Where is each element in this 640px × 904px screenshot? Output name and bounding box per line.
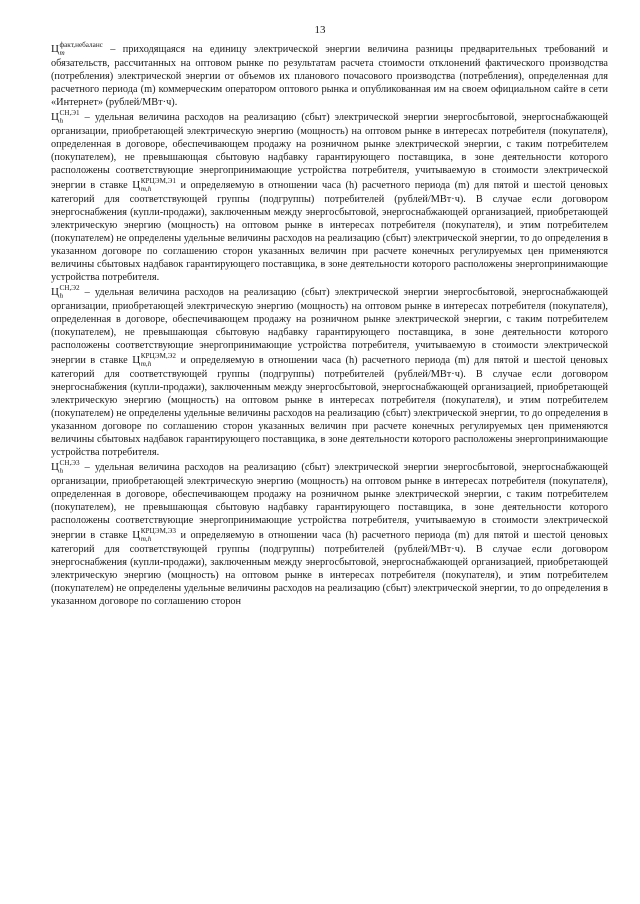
symbol-base: Ц (132, 529, 141, 541)
symbol-superscript: КРЦЭМ,Э2 (140, 352, 176, 360)
symbol-subscript: h (59, 467, 64, 475)
inline-formula-symbol (132, 527, 176, 543)
page-number: 13 (314, 24, 326, 36)
formula-symbol (51, 41, 103, 57)
symbol-superscript: КРЦЭМ,Э1 (140, 177, 176, 185)
definition-item-sn-e3 (51, 459, 608, 608)
symbol-superscript: факт,небаланс (59, 41, 103, 49)
definition-text-after: и определяемую в отношении часа (h) расчетного периода (m) для пятой и шестой ценовых категорий для соответствующей группы (подгруппы) потребителей (рублей/МВт·ч). В случае если договором энергоснабжения (купли-продажи), заключенным между энергосбытовой, энергоснабжающей организацией, приобретающей электрическую энергию (мощность) на оптовом рынке в интересах потребителя (покупателя), и этим потребителем (покупателем) не определены удельные величины расходов на реализацию (сбыт) электрической энергии, то до определения в указанном договоре по соглашению сторон указанных величин при расчете конечных регулируемых цен применяются величины сбытовых надбавок гарантирующего поставщика, в зоне деятельности которого расположены энергопринимающие устройства потребителя. (51, 180, 608, 283)
formula-symbol (51, 284, 80, 300)
formula-symbol (51, 109, 80, 125)
symbol-base: Ц (51, 286, 59, 298)
definition-text-before: – удельная величина расходов на реализацию (сбыт) электрической энергии энергосбытовой, энергоснабжающей организации, приобретающей электрическую энергию (мощность) на оптовом рынке в интересах потребителя (покупателя), определенная в договоре, обеспечивающем продажу на розничном рынке электрической энергии, с таким потребителем (покупателем), не превышающая сбытовую надбавку гарантирующего поставщика, в зоне деятельности которого расположены соответствующие энергопринимающие устройства потребителя, учитываемую в стоимости электрической энергии в ставке (51, 287, 608, 366)
definition-text-before: – удельная величина расходов на реализацию (сбыт) электрической энергии энергосбытовой, энергоснабжающей организации, приобретающей электрическую энергию (мощность) на оптовом рынке в интересах потребителя (покупателя), определенная в договоре, обеспечивающем продажу на розничном рынке электрической энергии, с таким потребителем (покупателем), не превышающая сбытовую надбавку гарантирующего поставщика, в зоне деятельности которого расположены соответствующие энергопринимающие устройства потребителя, учитываемую в стоимости электрической энергии в ставке (51, 112, 608, 191)
symbol-subscript: h (59, 117, 64, 125)
symbol-base: Ц (132, 179, 141, 191)
definition-item-sn-e1 (51, 109, 608, 284)
symbol-subscript: m,h (140, 185, 152, 193)
formula-symbol (51, 459, 80, 475)
symbol-subscript: m (59, 49, 65, 57)
definition-text: – приходящаяся на единицу электрической энергии величина разницы предварительных требований и обязательств, рассчитанных на оптовом рынке по результатам расчета стоимости отклонений фактического производства (потребления) электрической энергии от объемов их планового почасового производства (потребления), определенная для расчетного периода (m) коммерческим оператором оптового рынка и опубликованная им на своем официальном сайте в сети «Интернет» (рублей/МВт·ч). (51, 44, 608, 108)
symbol-superscript: СН,Э1 (59, 109, 80, 117)
symbol-base: Ц (132, 354, 141, 366)
definition-text-before: – удельная величина расходов на реализацию (сбыт) электрической энергии энергосбытовой, энергоснабжающей организации, приобретающей электрическую энергию (мощность) на оптовом рынке в интересах потребителя (покупателя), определенная в договоре, обеспечивающем продажу на розничном рынке электрической энергии, с таким потребителем (покупателем), не превышающая сбытовую надбавку гарантирующего поставщика, в зоне деятельности которого расположены соответствующие энергопринимающие устройства потребителя, учитываемую в стоимости электрической энергии в ставке (51, 462, 608, 541)
symbol-subscript: m,h (140, 535, 152, 543)
symbol-superscript: КРЦЭМ,Э3 (140, 527, 176, 535)
inline-formula-symbol (132, 352, 176, 368)
symbol-base: Ц (51, 461, 59, 473)
inline-formula-symbol (132, 177, 176, 193)
definition-item-fact-imbalance (51, 41, 608, 109)
definition-text-after: и определяемую в отношении часа (h) расчетного периода (m) для пятой и шестой ценовых категорий для соответствующей группы (подгруппы) потребителей (рублей/МВт·ч). В случае если договором энергоснабжения (купли-продажи), заключенным между энергосбытовой, энергоснабжающей организацией, приобретающей электрическую энергию (мощность) на оптовом рынке в интересах потребителя (покупателя), и этим потребителем (покупателем) не определены удельные величины расходов на реализацию (сбыт) электрической энергии, то до определения в указанном договоре по соглашению сторон (51, 530, 608, 607)
page-content (51, 41, 608, 608)
symbol-superscript: СН,Э2 (59, 284, 80, 292)
definition-text-after: и определяемую в отношении часа (h) расчетного периода (m) для пятой и шестой ценовых категорий для соответствующей группы (подгруппы) потребителей (рублей/МВт·ч). В случае если договором энергоснабжения (купли-продажи), заключенным между энергосбытовой, энергоснабжающей организацией, приобретающей электрическую энергию (мощность) на оптовом рынке в интересах потребителя (покупателя), и этим потребителем (покупателем) не определены удельные величины расходов на реализацию (сбыт) электрической энергии, то до определения в указанном договоре по соглашению сторон указанных величин при расчете конечных регулируемых цен применяются величины сбытовых надбавок гарантирующего поставщика, в зоне деятельности которого расположены энергопринимающие устройства потребителя. (51, 355, 608, 458)
symbol-subscript: h (59, 292, 64, 300)
symbol-superscript: СН,Э3 (59, 459, 80, 467)
definition-item-sn-e2 (51, 284, 608, 459)
symbol-base: Ц (51, 111, 59, 123)
symbol-base: Ц (51, 43, 59, 55)
symbol-subscript: m,h (140, 360, 152, 368)
